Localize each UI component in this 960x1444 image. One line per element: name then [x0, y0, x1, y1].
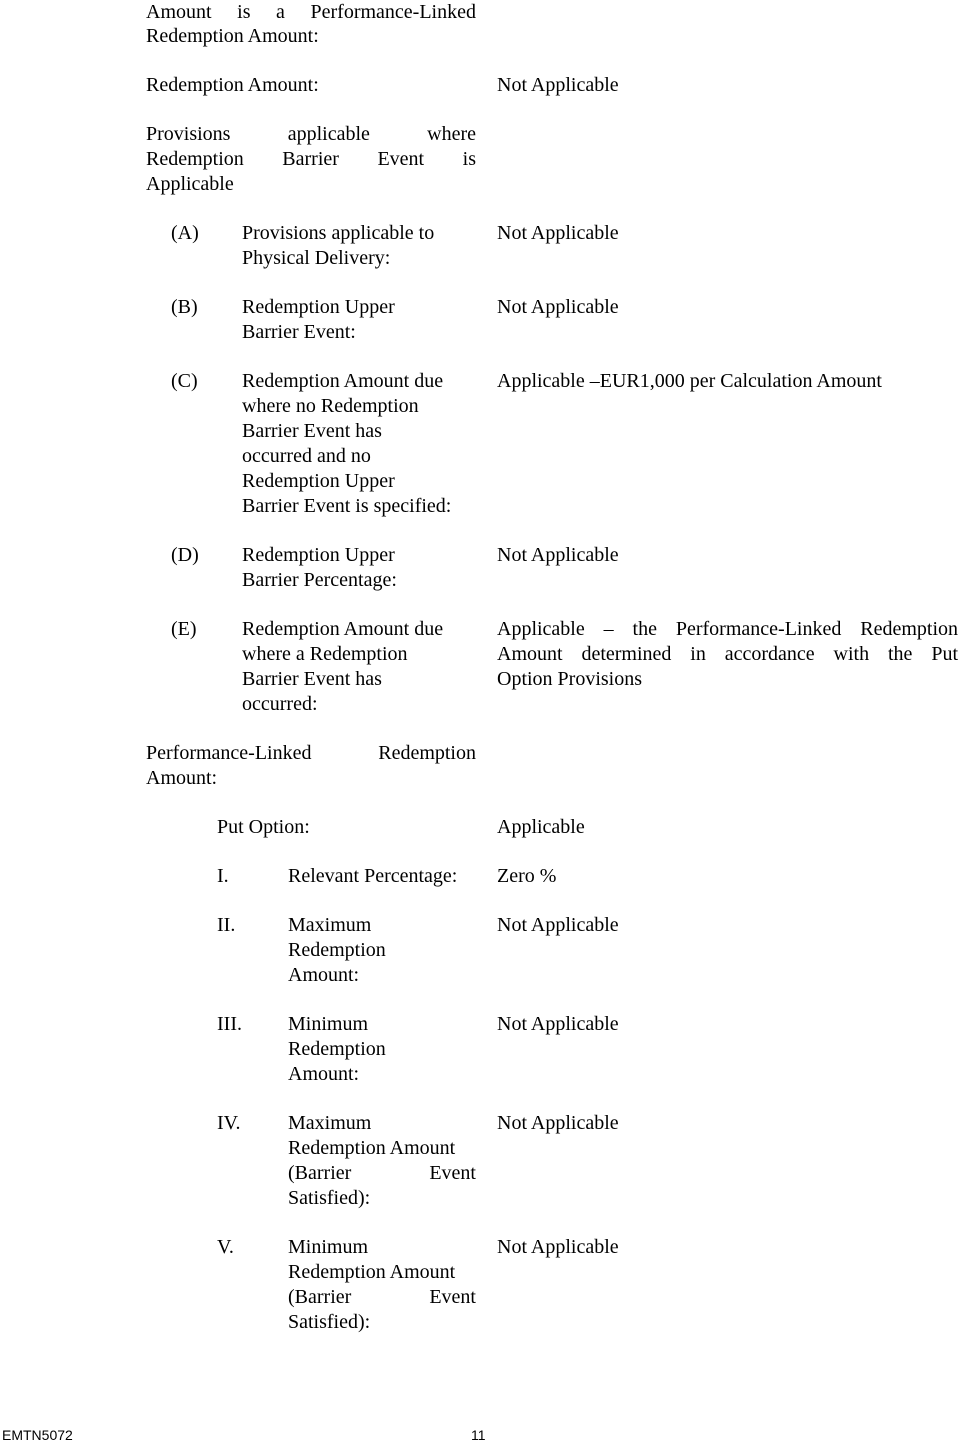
item-label-line: where no Redemption	[242, 395, 419, 417]
item-label-line: Physical Delivery:	[242, 247, 391, 269]
sub-item-label	[288, 864, 488, 889]
section-heading-continued: Amount is a Performance-Linked	[146, 1, 476, 23]
sub-item-label-line: Relevant Percentage:	[288, 865, 458, 887]
redemption-amount-value: Not Applicable	[497, 74, 619, 96]
item-label-line: Redemption Upper	[242, 544, 395, 566]
sub-item-label-line: Redemption	[288, 1038, 386, 1060]
sub-item-label-line: (Barrier Event	[288, 1286, 476, 1308]
item-value-line: Applicable – the Performance-Linked Redemption	[497, 618, 958, 640]
sub-item-label-line: (Barrier Event	[288, 1162, 476, 1184]
item-value: Not Applicable	[497, 222, 619, 244]
sub-item-label-line: Satisfied):	[288, 1311, 371, 1333]
sub-item-label	[288, 913, 476, 988]
redemption-amount-label: Redemption Amount:	[146, 74, 319, 96]
sub-item-label-line: Amount:	[288, 964, 360, 986]
item-marker: (B)	[171, 296, 198, 318]
sub-item-value: Not Applicable	[497, 1236, 619, 1258]
item-value	[497, 617, 958, 692]
item-label-line: Barrier Event has	[242, 668, 382, 690]
barrier-provisions-heading-line3: Applicable	[146, 173, 234, 195]
item-value: Not Applicable	[497, 544, 619, 566]
item-label-line: Redemption Amount due	[242, 618, 444, 640]
item-label	[242, 369, 482, 519]
item-value: Not Applicable	[497, 296, 619, 318]
item-value-line: Option Provisions	[497, 668, 643, 690]
barrier-provisions-heading: Provisions applicable where	[146, 123, 476, 145]
item-label-line: Provisions applicable to	[242, 222, 435, 244]
item-marker: (D)	[171, 544, 199, 566]
item-label-line: Barrier Percentage:	[242, 569, 397, 591]
sub-item-marker: V.	[217, 1236, 234, 1258]
item-marker: (C)	[171, 370, 198, 392]
item-label-line: occurred:	[242, 693, 318, 715]
sub-item-label	[288, 1235, 476, 1335]
sub-item-label-line: Redemption	[288, 939, 386, 961]
item-label	[242, 617, 482, 717]
sub-item-marker: I.	[217, 865, 229, 887]
sub-item-label-line: Maximum	[288, 914, 372, 936]
item-label-line: occurred and no	[242, 445, 371, 467]
item-value-line: Amount determined in accordance with the Put	[497, 643, 958, 665]
barrier-provisions-heading-line2: Redemption Barrier Event is	[146, 148, 476, 170]
item-label-line: Redemption Upper	[242, 470, 395, 492]
sub-item-value: Not Applicable	[497, 914, 619, 936]
item-label-line: Barrier Event is specified:	[242, 495, 452, 517]
item-label	[242, 295, 482, 345]
sub-item-label-line: Satisfied):	[288, 1187, 371, 1209]
sub-item-label-line: Amount:	[288, 1063, 360, 1085]
item-label-line: where a Redemption	[242, 643, 408, 665]
item-label-line: Redemption Upper	[242, 296, 395, 318]
item-value: Applicable –EUR1,000 per Calculation Amount	[497, 370, 882, 392]
sub-item-label-line: Minimum	[288, 1236, 369, 1258]
item-marker: (A)	[171, 222, 199, 244]
sub-item-value: Not Applicable	[497, 1112, 619, 1134]
put-option-label: Put Option:	[217, 816, 310, 838]
item-label	[242, 221, 482, 271]
item-label-line: Redemption Amount due	[242, 370, 444, 392]
item-marker: (E)	[171, 618, 197, 640]
item-label	[242, 543, 482, 593]
item-label-line: Barrier Event:	[242, 321, 356, 343]
performance-linked-heading-line2: Amount:	[146, 767, 218, 789]
performance-linked-heading: Performance-Linked Redemption	[146, 742, 476, 764]
put-option-value: Applicable	[497, 816, 585, 838]
sub-item-label	[288, 1111, 476, 1211]
sub-item-label-line: Maximum	[288, 1112, 372, 1134]
sub-item-marker: IV.	[217, 1112, 241, 1134]
sub-item-label	[288, 1012, 476, 1087]
sub-item-value: Not Applicable	[497, 1013, 619, 1035]
sub-item-marker: III.	[217, 1013, 242, 1035]
sub-item-label-line: Minimum	[288, 1013, 369, 1035]
sub-item-value: Zero %	[497, 865, 557, 887]
footer-doc-code: EMTN5072	[2, 1427, 73, 1443]
section-heading-continued-line2: Redemption Amount:	[146, 25, 319, 47]
sub-item-label-line: Redemption Amount	[288, 1137, 456, 1159]
sub-item-marker: II.	[217, 914, 236, 936]
item-label-line: Barrier Event has	[242, 420, 382, 442]
sub-item-label-line: Redemption Amount	[288, 1261, 456, 1283]
footer-page-number: 11	[471, 1427, 486, 1443]
